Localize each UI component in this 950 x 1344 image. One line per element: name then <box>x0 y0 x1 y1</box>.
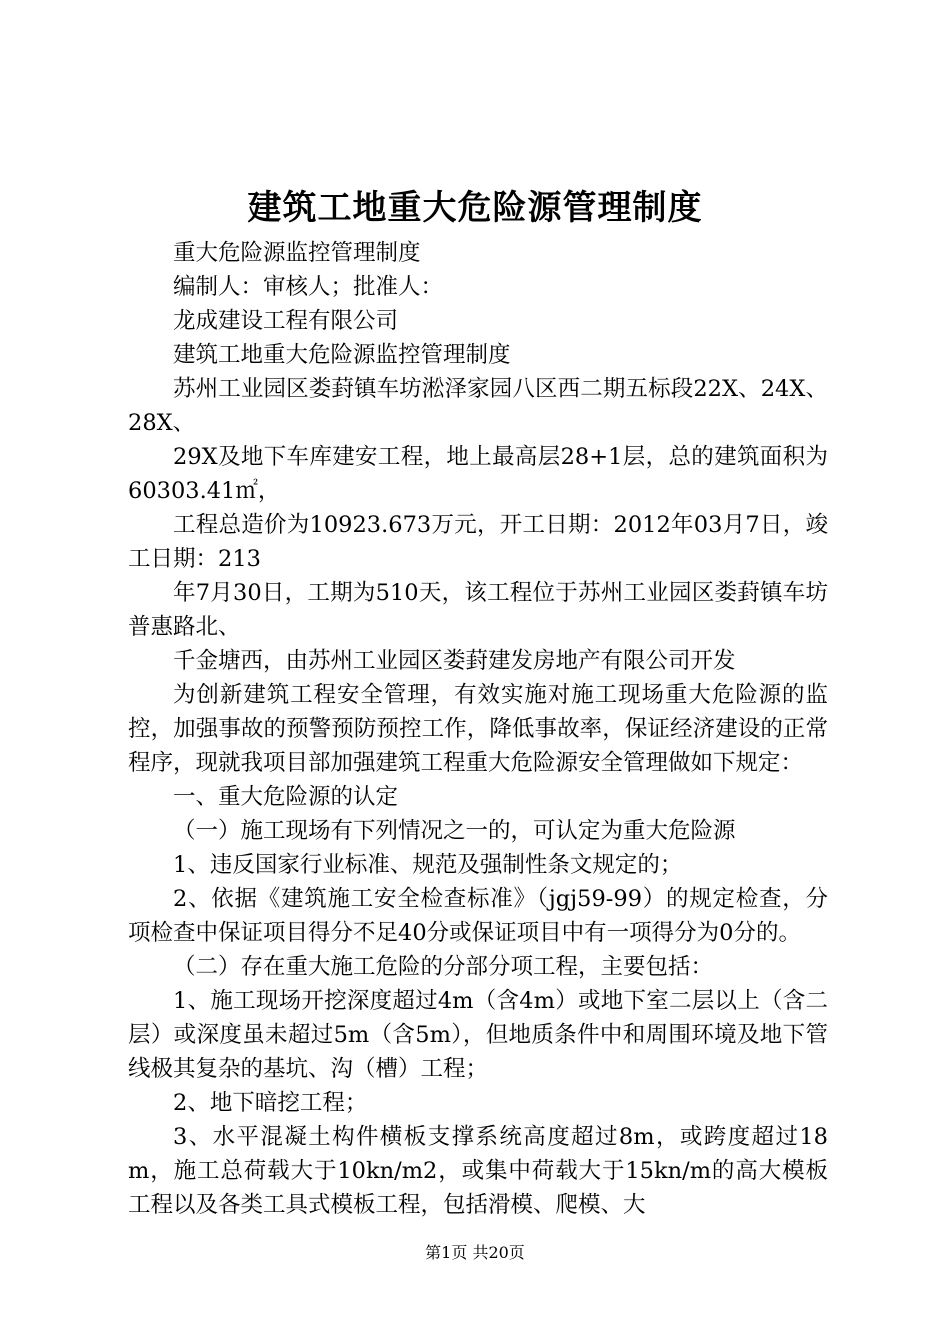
paragraph: 重大危险源监控管理制度 <box>173 240 421 266</box>
paragraph: 1、违反国家行业标准、规范及强制性条文规定的； <box>173 852 683 878</box>
page-footer: 第1页 共20页 <box>425 1243 525 1262</box>
paragraph: 编制人：审核人；批准人： <box>173 274 444 300</box>
paragraph: 2、依据《建筑施工安全检查标准》（jgj59-99）的规定检查，分项检查中保证项目得分不足40分或保证项目中有一项得分为0分的。 <box>128 886 828 946</box>
subsection-heading: （一）施工现场有下列情况之一的，可认定为重大危险源 <box>173 818 736 844</box>
paragraph: 2、地下暗挖工程； <box>173 1090 368 1116</box>
subsection-heading: （二）存在重大施工危险的分部分项工程，主要包括： <box>173 954 714 980</box>
paragraph: 为创新建筑工程安全管理，有效实施对施工现场重大危险源的监控，加强事故的预警预防预控工作，降低事故率，保证经济建设的正常程序，现就我项目部加强建筑工程重大危险源安全管理做如下规定： <box>128 682 828 776</box>
paragraph: 29X及地下车库建安工程，地上最高层28+1层，总的建筑面积为60303.41㎡， <box>128 444 828 504</box>
document-title: 建筑工地重大危险源管理制度 <box>247 188 703 228</box>
paragraph: 建筑工地重大危险源监控管理制度 <box>173 342 511 368</box>
paragraph: 龙成建设工程有限公司 <box>173 308 399 334</box>
document-body <box>128 236 828 1222</box>
paragraph: 苏州工业园区娄葑镇车坊淞泽家园八区西二期五标段22X、24X、28X、 <box>128 376 828 436</box>
paragraph: 1、施工现场开挖深度超过4m（含4m）或地下室二层以上（含二层）或深度虽未超过5m（含5m），但地质条件中和周围环境及地下管线极其复杂的基坑、沟（槽）工程； <box>128 988 828 1082</box>
paragraph: 年7月30日，工期为510天，该工程位于苏州工业园区娄葑镇车坊普惠路北、 <box>128 580 828 640</box>
section-heading: 一、重大危险源的认定 <box>173 784 399 810</box>
paragraph: 3、水平混凝土构件横板支撑系统高度超过8m，或跨度超过18m，施工总荷载大于10kn/m2，或集中荷载大于15kn/m的高大模板工程以及各类工具式模板工程，包括滑模、爬模、大 <box>128 1124 828 1218</box>
paragraph: 千金塘西，由苏州工业园区娄葑建发房地产有限公司开发 <box>173 648 736 674</box>
paragraph: 工程总造价为10923.673万元，开工日期：2012年03月7日，竣工日期：213 <box>128 512 828 572</box>
